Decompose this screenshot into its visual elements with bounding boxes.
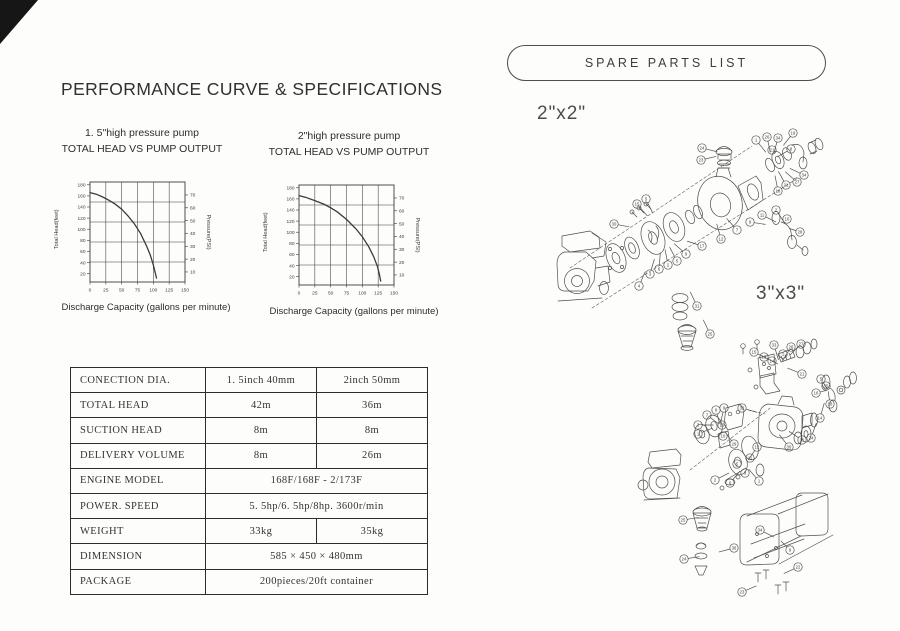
part-number-callout: 2: [713, 477, 717, 483]
spare-parts-banner-text: SPARE PARTS LIST: [584, 56, 749, 70]
svg-text:160: 160: [77, 194, 86, 200]
part-number-callout: 21: [799, 371, 805, 377]
svg-text:20: 20: [399, 260, 405, 266]
part-number-callout: 11: [747, 455, 753, 461]
part-number-callout: 36: [731, 545, 737, 551]
chart2-caption: Discharge Capacity (gallons per minute): [269, 306, 439, 317]
spec-value-span: 5. 5hp/6. 5hp/8hp. 3600r/min: [205, 493, 427, 518]
svg-text:120: 120: [77, 216, 86, 222]
part-number-callout: 9: [748, 219, 752, 225]
part-number-callout: 3: [743, 470, 747, 476]
scan-corner-artifact: [0, 0, 38, 44]
spec-value: 36m: [316, 393, 427, 418]
table-row: [71, 519, 428, 544]
part-number-callout: 15: [634, 201, 640, 207]
diagram-label-2x2: 2"x2": [537, 103, 587, 124]
part-number-callout: 30: [611, 221, 617, 227]
chart1-subtitle: [44, 125, 240, 157]
spec-label: DIMENSION: [71, 544, 206, 569]
part-number-callout: 23: [739, 589, 745, 595]
part-number-callout: 14: [769, 358, 775, 364]
part-number-callout: 9: [722, 405, 726, 411]
svg-text:80: 80: [289, 242, 295, 248]
part-number-callout: 21: [783, 182, 789, 188]
part-number-callout: 4: [637, 283, 641, 289]
svg-text:60: 60: [190, 206, 196, 212]
svg-text:150: 150: [180, 288, 190, 294]
part-number-callout: 9: [788, 547, 792, 553]
part-number-callout: 3: [696, 422, 700, 428]
svg-text:100: 100: [358, 291, 367, 297]
part-number-callout: 33: [771, 342, 777, 348]
svg-text:50: 50: [190, 219, 196, 225]
discharge-assembly-drawing: [741, 339, 817, 394]
part-number-callout: 26: [764, 134, 770, 140]
chart2-subtitle-line2: TOTAL HEAD VS PUMP OUTPUT: [268, 146, 430, 158]
svg-text:100: 100: [77, 227, 86, 233]
part-number-callout: 27: [798, 341, 804, 347]
svg-text:0: 0: [88, 288, 92, 294]
part-number-callout: 8: [714, 407, 718, 413]
svg-text:40: 40: [190, 232, 196, 238]
part-number-callout: 19: [790, 130, 796, 136]
pump-body-drawing: [758, 396, 818, 450]
lower-fittings-drawing: [772, 212, 808, 256]
part-number-callout: 9: [684, 251, 688, 257]
spec-value: 35kg: [316, 519, 427, 544]
svg-text:125: 125: [374, 291, 383, 297]
frame-drawing: [740, 493, 833, 565]
part-number-callout: 27: [794, 179, 800, 185]
part-number-callout: 1: [696, 431, 700, 437]
part-number-callout: 18: [775, 188, 781, 194]
svg-text:30: 30: [399, 247, 405, 253]
spec-value-span: 168F/168F - 2/173F: [205, 468, 427, 493]
part-number-callout: 12: [718, 236, 724, 242]
part-number-callout: 2: [774, 207, 778, 213]
table-row: [71, 418, 428, 443]
page-title: PERFORMANCE CURVE & SPECIFICATIONS: [61, 79, 443, 99]
part-number-callout: 1: [781, 351, 785, 357]
part-number-callout: 10: [784, 216, 790, 222]
svg-text:25: 25: [103, 288, 109, 294]
part-number-callout: 7: [705, 412, 709, 418]
part-number-callout: 34: [801, 172, 807, 178]
svg-text:100: 100: [286, 230, 295, 236]
part-number-callout: 34: [757, 527, 763, 533]
part-number-callout: 3: [648, 271, 652, 277]
exploded-diagram-2x2: [540, 118, 890, 358]
part-number-callout: 15: [751, 349, 757, 355]
part-number-callout: 6: [728, 480, 732, 486]
svg-text:50: 50: [118, 288, 125, 294]
svg-text:100: 100: [149, 288, 158, 294]
svg-text:25: 25: [312, 291, 318, 297]
spec-value: 8m: [316, 418, 427, 443]
svg-text:75: 75: [343, 291, 350, 297]
part-number-callout: 11: [759, 212, 765, 218]
svg-text:50: 50: [327, 291, 334, 297]
strainer-drawing: [693, 507, 711, 532]
part-number-callout: 1: [757, 478, 761, 484]
engine-drawing: [557, 231, 610, 301]
spec-label: TOTAL HEAD: [71, 393, 206, 418]
svg-text:10: 10: [399, 273, 405, 279]
svg-text:Pressure(PSI): Pressure(PSI): [205, 214, 211, 250]
part-number-callout: 2: [666, 262, 670, 268]
svg-text:180: 180: [77, 183, 86, 189]
part-number-callout: 30: [786, 444, 792, 450]
spec-value: 33kg: [205, 519, 316, 544]
svg-text:140: 140: [286, 208, 295, 214]
engine-drawing: [638, 449, 681, 500]
part-number-callout: 24: [808, 435, 814, 441]
svg-text:20: 20: [190, 257, 196, 263]
chart1-caption: Discharge Capacity (gallons per minute): [61, 302, 231, 313]
performance-curve-chart-2: [251, 173, 456, 301]
svg-text:0: 0: [297, 291, 301, 297]
svg-text:50: 50: [399, 222, 405, 228]
part-number-callout: 17: [699, 243, 705, 249]
table-row: [71, 368, 428, 393]
svg-text:20: 20: [80, 272, 86, 278]
table-row: [71, 443, 428, 468]
chart2-subtitle: [251, 128, 447, 160]
svg-text:70: 70: [190, 193, 196, 199]
spec-table: [70, 367, 428, 595]
part-number-callout: 34: [775, 135, 781, 141]
part-number-callout: 1: [754, 137, 758, 143]
small-parts-stack-drawing: [695, 543, 707, 575]
svg-text:60: 60: [80, 250, 86, 256]
svg-text:Total Head(feet): Total Head(feet): [54, 209, 60, 250]
part-number-callout: 10: [720, 433, 726, 439]
svg-text:75: 75: [134, 288, 141, 294]
svg-text:Pressure(PSI): Pressure(PSI): [414, 217, 420, 253]
part-number-callout: 32: [739, 405, 745, 411]
chart2-subtitle-line1: 2"high pressure pump: [297, 130, 401, 142]
svg-text:10: 10: [190, 270, 196, 276]
part-number-callout: 5: [675, 258, 679, 264]
part-number-callout: 13: [761, 354, 767, 360]
spec-label: DELIVERY VOLUME: [71, 443, 206, 468]
part-number-callout: 7: [735, 227, 739, 233]
spec-value: 8m: [205, 418, 316, 443]
part-number-callout: 15: [719, 422, 725, 428]
spec-value: 26m: [316, 443, 427, 468]
part-number-callout: 5: [735, 461, 739, 467]
part-number-callout: 26: [788, 344, 794, 350]
part-number-callout: 21: [769, 147, 775, 153]
part-number-callout: 25: [680, 517, 686, 523]
spare-parts-banner: [507, 45, 826, 81]
svg-text:40: 40: [399, 235, 405, 241]
part-number-callout: 6: [657, 266, 661, 272]
spec-value-span: 585 × 450 × 480mm: [205, 544, 427, 569]
spec-value: 2inch 50mm: [316, 368, 427, 393]
svg-text:20: 20: [289, 275, 295, 281]
spec-value: 1. 5inch 40mm: [205, 368, 316, 393]
part-number-callout: 16: [813, 390, 819, 396]
svg-text:140: 140: [77, 205, 86, 211]
part-number-callout: 5: [644, 196, 648, 202]
table-row: [71, 468, 428, 493]
part-number-callout: 23: [698, 157, 704, 163]
table-row: [71, 569, 428, 594]
part-number-callout: 24: [699, 145, 705, 151]
svg-text:80: 80: [80, 239, 86, 245]
part-number-callout: 28: [797, 229, 803, 235]
table-row: [71, 544, 428, 569]
part-number-callout: 29: [731, 441, 737, 447]
spec-label: WEIGHT: [71, 519, 206, 544]
svg-text:40: 40: [289, 264, 295, 270]
spec-label: ENGINE MODEL: [71, 468, 206, 493]
part-number-callout: 18: [827, 401, 833, 407]
spec-label: CONECTION DIA.: [71, 368, 206, 393]
part-number-callout: 5: [819, 376, 823, 382]
spec-label: PACKAGE: [71, 569, 206, 594]
svg-text:120: 120: [286, 219, 295, 225]
chart1-subtitle-line1: 1. 5"high pressure pump: [84, 127, 200, 139]
part-number-callout: 8: [789, 146, 793, 152]
svg-text:125: 125: [165, 288, 174, 294]
outlet-fittings-drawing: [764, 134, 825, 173]
spec-value: 8m: [205, 443, 316, 468]
spec-label: POWER. SPEED: [71, 493, 206, 518]
svg-text:60: 60: [399, 209, 405, 215]
exploded-diagram-3x3: [630, 330, 900, 630]
spec-value: 42m: [205, 393, 316, 418]
svg-text:Total Head(feet): Total Head(feet): [263, 212, 269, 253]
svg-text:60: 60: [289, 253, 295, 259]
table-row: [71, 493, 428, 518]
part-number-callout: 22: [795, 564, 801, 570]
part-number-callout: 12: [754, 444, 760, 450]
svg-text:160: 160: [286, 197, 295, 203]
part-number-callout: 14: [817, 415, 823, 421]
part-number-callout: 31: [694, 303, 700, 309]
spec-value-span: 200pieces/20ft container: [205, 569, 427, 594]
svg-text:30: 30: [190, 244, 196, 250]
table-row: [71, 393, 428, 418]
ring-stack-drawing: [672, 294, 688, 321]
part-number-callout: 25: [707, 331, 713, 337]
svg-text:180: 180: [286, 186, 295, 192]
diagram-label-3x3: 3"x3": [756, 283, 806, 304]
chart1-subtitle-line2: TOTAL HEAD VS PUMP OUTPUT: [61, 143, 223, 155]
part-number-callout: 24: [681, 556, 687, 562]
svg-text:70: 70: [399, 196, 405, 202]
performance-curve-chart-1: [42, 170, 247, 298]
svg-text:40: 40: [80, 261, 86, 267]
part-number-callout: 35: [823, 383, 829, 389]
svg-text:150: 150: [389, 291, 399, 297]
part-number-callout: 31: [799, 437, 805, 443]
spec-label: SUCTION HEAD: [71, 418, 206, 443]
